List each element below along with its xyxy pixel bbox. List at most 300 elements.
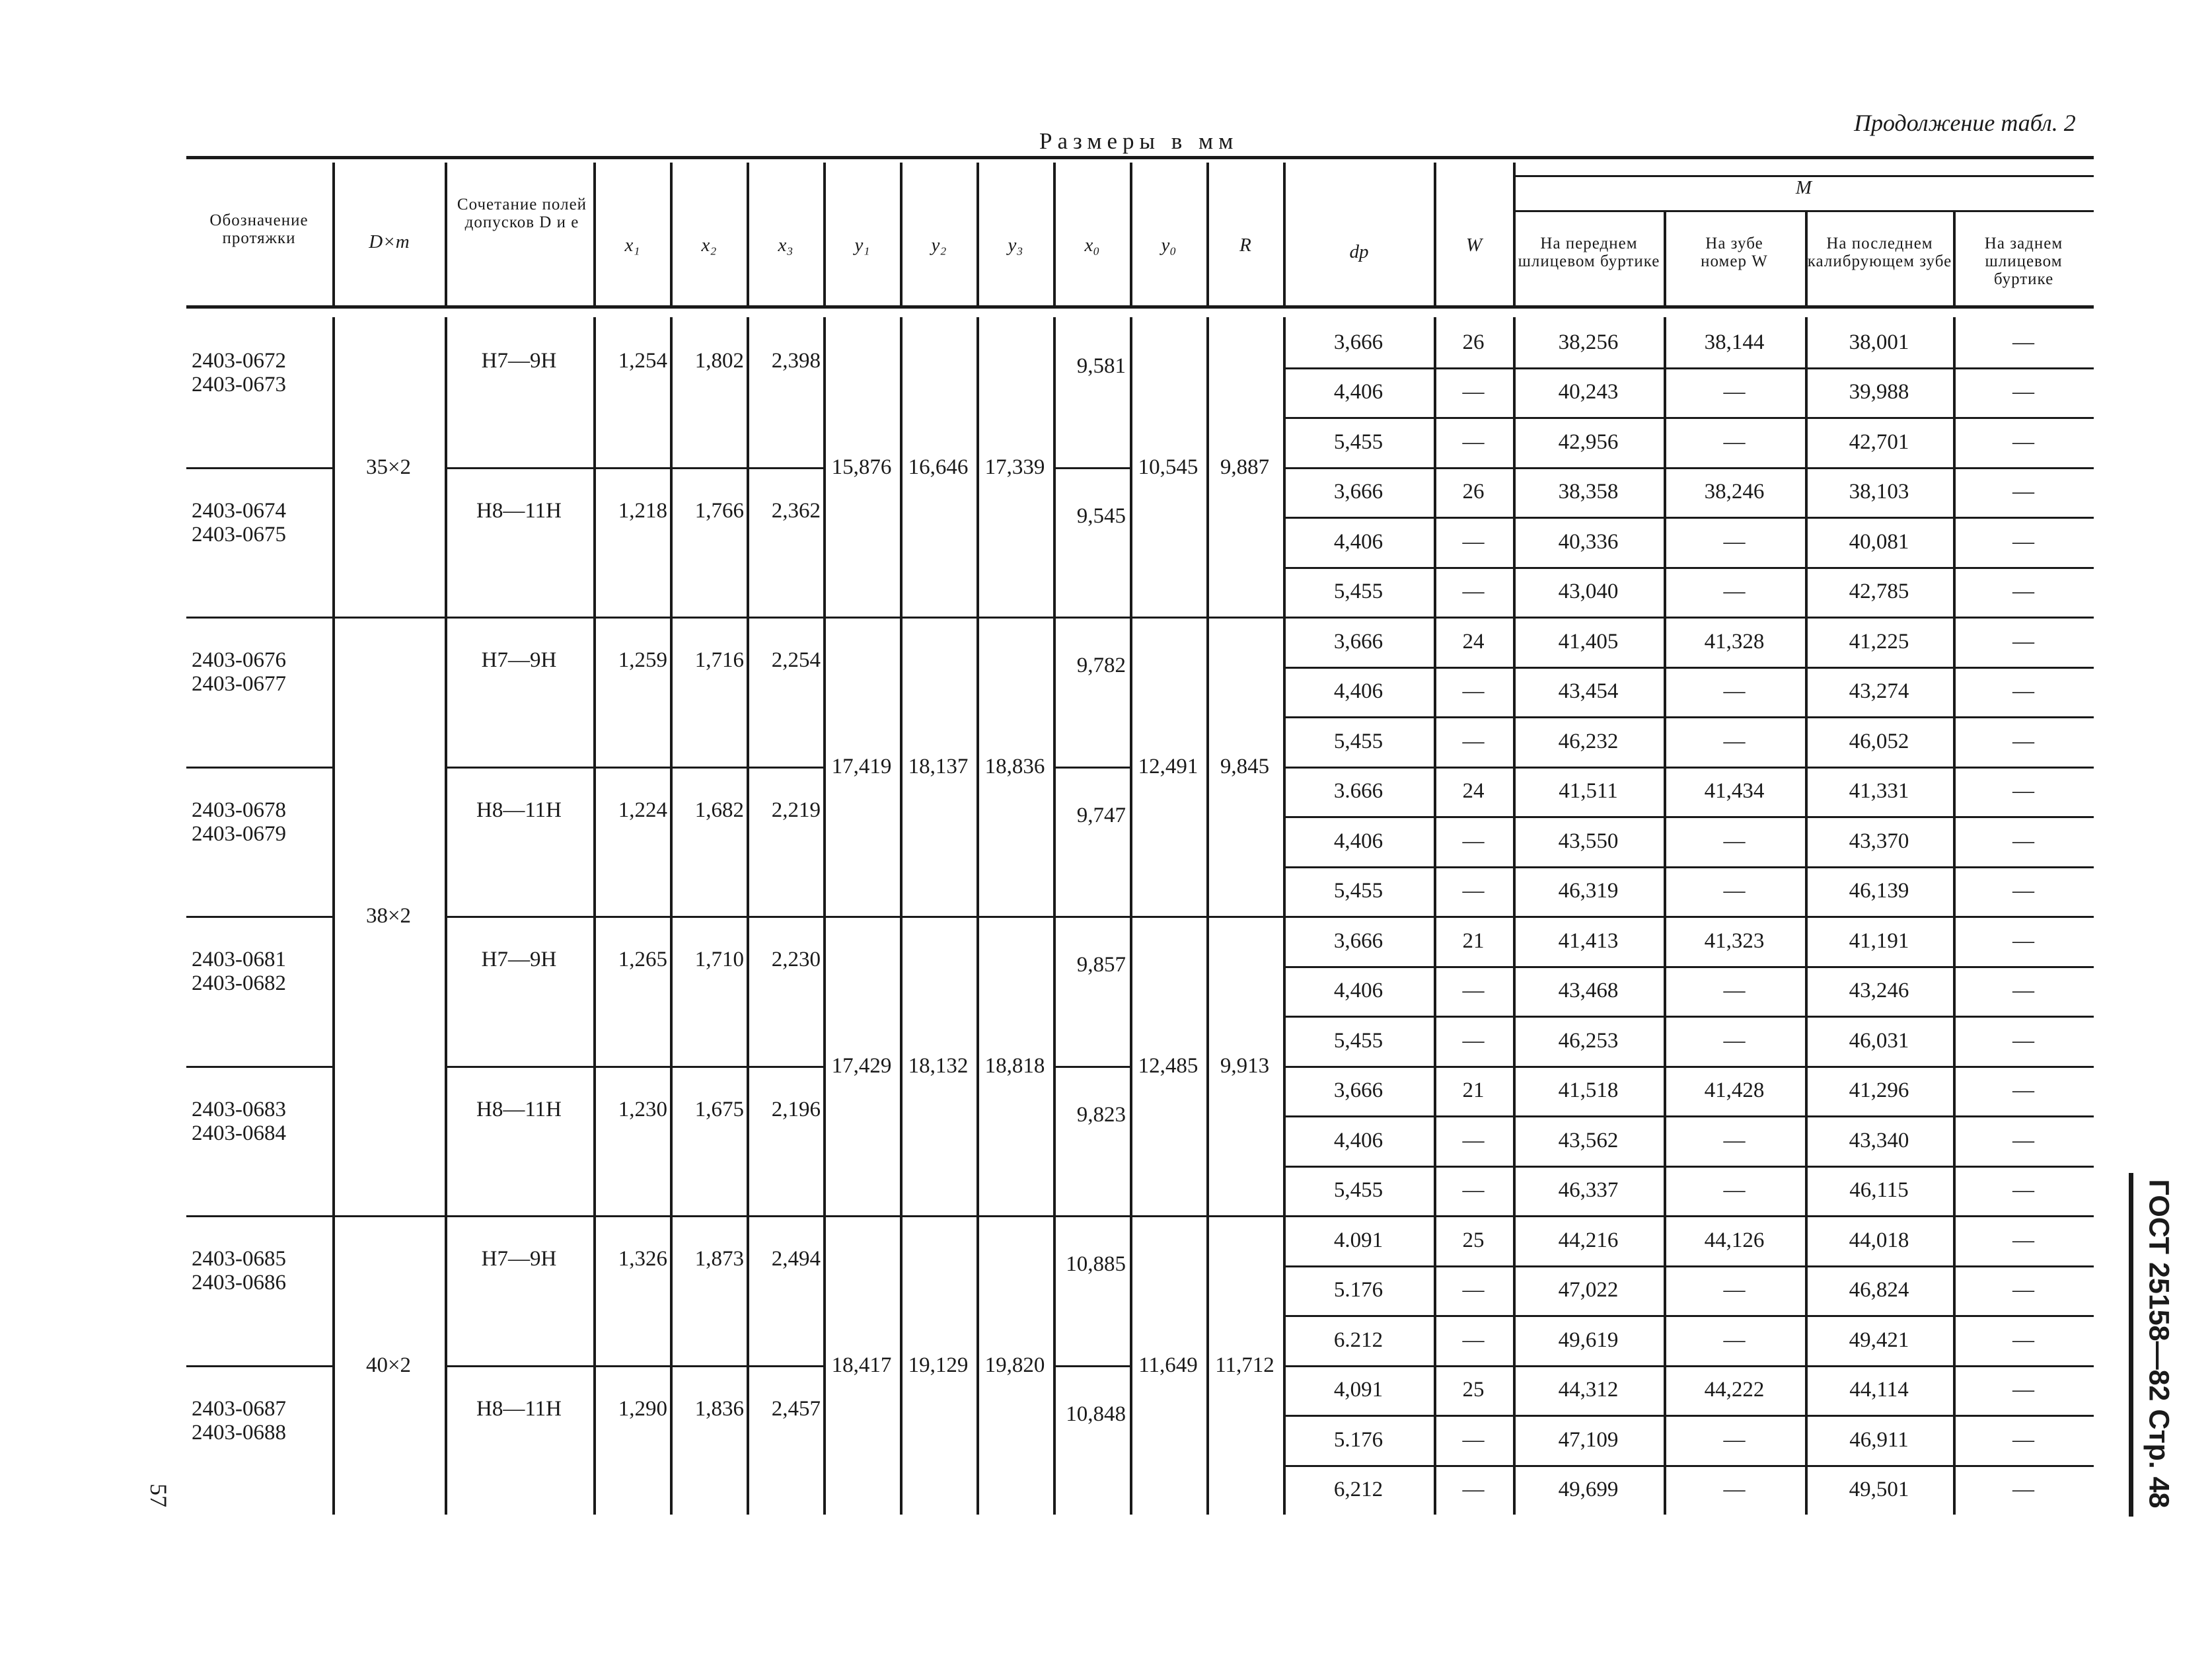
cell-m-last: 46,911 xyxy=(1849,1427,1909,1452)
cell-m-tooth: — xyxy=(1723,529,1746,554)
cell-y2: 18,137 xyxy=(908,754,969,778)
cell-x3: 2,398 xyxy=(771,349,821,373)
cell-y1: 17,429 xyxy=(831,1053,892,1078)
row-rule xyxy=(1283,866,2094,868)
group-rule xyxy=(823,1215,1053,1217)
cell-y0: 12,485 xyxy=(1138,1053,1198,1078)
m-subheader-rule xyxy=(1513,210,2094,212)
header-dxm: D×m xyxy=(369,231,410,252)
cell-m-back: — xyxy=(2012,779,2034,804)
cell-dp: 3,666 xyxy=(1333,480,1383,504)
group-rule xyxy=(823,916,1053,918)
broach-rule xyxy=(445,467,823,469)
cell-m-tooth: — xyxy=(1723,1278,1746,1302)
cell-m-tooth: — xyxy=(1723,1328,1746,1352)
cell-y0: 11,649 xyxy=(1138,1353,1198,1377)
cell-m-last: 41,296 xyxy=(1849,1078,1909,1103)
cell-m-back: — xyxy=(2012,480,2034,504)
cell-x3: 2,196 xyxy=(771,1097,821,1121)
header-divider xyxy=(1130,163,1132,305)
row-rule xyxy=(1283,1115,2094,1117)
row-rule xyxy=(1283,467,2094,469)
row-rule xyxy=(1283,667,2094,669)
cell-y0: 12,491 xyxy=(1138,754,1198,778)
cell-m-back: — xyxy=(2012,1278,2034,1302)
header-divider xyxy=(593,163,596,305)
cell-m-front: 40,336 xyxy=(1558,529,1619,554)
table-top-rule xyxy=(186,156,2094,159)
designation: 2403-0676 xyxy=(192,648,286,672)
cell-x2: 1,766 xyxy=(694,498,744,523)
cell-x1: 1,265 xyxy=(618,948,667,971)
row-rule xyxy=(1283,916,2094,918)
cell-x3: 2,494 xyxy=(771,1247,821,1271)
cell-x3: 2,230 xyxy=(771,948,821,971)
row-rule xyxy=(1283,716,2094,718)
cell-m-last: 49,421 xyxy=(1849,1328,1909,1352)
cell-y3: 18,818 xyxy=(984,1053,1045,1078)
cell-m-front: 44,216 xyxy=(1558,1228,1619,1252)
row-rule xyxy=(1283,1465,2094,1467)
cell-y3: 18,836 xyxy=(984,754,1045,778)
broach-rule xyxy=(445,617,823,619)
cell-w: 26 xyxy=(1462,330,1485,354)
cell-m-front: 43,562 xyxy=(1558,1128,1619,1152)
tolerance: H8—11H xyxy=(476,498,562,523)
row-rule xyxy=(1283,617,2094,619)
designation: 2403-0682 xyxy=(192,971,286,995)
row-rule xyxy=(1283,1315,2094,1317)
designation: 2403-0679 xyxy=(192,821,286,846)
cell-m-tooth: 44,126 xyxy=(1704,1228,1765,1252)
cell-dp: 5,455 xyxy=(1333,1028,1383,1053)
broach-rule xyxy=(1053,767,1130,769)
cell-w: 24 xyxy=(1462,629,1485,654)
cell-m-front: 49,699 xyxy=(1558,1478,1619,1502)
cell-m-last: 42,701 xyxy=(1849,430,1909,454)
cell-w: 21 xyxy=(1462,928,1485,953)
designation: 2403-0686 xyxy=(192,1271,286,1295)
cell-y2: 16,646 xyxy=(908,455,969,479)
cell-x0: 9,581 xyxy=(1076,354,1126,378)
row-rule xyxy=(1283,517,2094,519)
cell-x1: 1,290 xyxy=(618,1396,667,1421)
cell-m-back: — xyxy=(2012,928,2034,953)
cell-w: — xyxy=(1462,580,1485,604)
cell-y1: 18,417 xyxy=(831,1353,892,1377)
tolerance: H7—9H xyxy=(481,349,557,373)
cell-w: — xyxy=(1462,380,1485,404)
cell-dp: 4,406 xyxy=(1333,829,1383,853)
header-divider xyxy=(1053,163,1056,305)
cell-r: 11,712 xyxy=(1215,1353,1274,1377)
cell-x2: 1,873 xyxy=(694,1247,744,1271)
sidebar-rule xyxy=(2129,1173,2133,1517)
header-m-back: На заднем шлицевом буртике xyxy=(1984,235,2063,288)
broach-rule xyxy=(445,1365,823,1367)
cell-x1: 1,259 xyxy=(618,648,667,672)
cell-dp: 3,666 xyxy=(1333,1078,1383,1103)
cell-w: — xyxy=(1462,979,1485,1003)
cell-m-front: 43,040 xyxy=(1558,580,1619,604)
tolerance: H8—11H xyxy=(476,1396,562,1421)
cell-w: — xyxy=(1462,1427,1485,1452)
broach-rule xyxy=(1053,916,1130,918)
group-rule xyxy=(1130,916,1283,918)
cell-m-front: 42,956 xyxy=(1558,430,1619,454)
row-rule xyxy=(1283,567,2094,569)
cell-m-tooth: — xyxy=(1723,430,1746,454)
cell-m-last: 41,331 xyxy=(1849,779,1909,804)
cell-m-back: — xyxy=(2012,729,2034,753)
cell-m-tooth: — xyxy=(1723,829,1746,853)
cell-dp: 5.176 xyxy=(1333,1427,1383,1452)
cell-w: — xyxy=(1462,729,1485,753)
cell-m-back: — xyxy=(2012,1178,2034,1203)
cell-dp: 3,666 xyxy=(1333,629,1383,654)
designation: 2403-0687 xyxy=(192,1396,286,1421)
cell-w: — xyxy=(1462,1328,1485,1352)
cell-w: 26 xyxy=(1462,480,1485,504)
cell-dp: 4,406 xyxy=(1333,1128,1383,1152)
cell-w: — xyxy=(1462,1028,1485,1053)
cell-m-back: — xyxy=(2012,529,2034,554)
cell-dp: 4,406 xyxy=(1333,380,1383,404)
cell-w: — xyxy=(1462,879,1485,903)
cell-m-back: — xyxy=(2012,1478,2034,1502)
cell-m-back: — xyxy=(2012,879,2034,903)
cell-m-tooth: — xyxy=(1723,1178,1746,1203)
broach-rule xyxy=(445,1066,823,1068)
cell-dp: 4,406 xyxy=(1333,679,1383,704)
row-rule xyxy=(1283,1415,2094,1417)
cell-m-back: — xyxy=(2012,679,2034,704)
tolerance: H8—11H xyxy=(476,1097,562,1121)
header-y0: y₀ xyxy=(1161,235,1177,256)
designation: 2403-0677 xyxy=(192,672,286,696)
cell-w: — xyxy=(1462,1178,1485,1203)
cell-m-front: 43,550 xyxy=(1558,829,1619,853)
cell-m-last: 39,988 xyxy=(1849,380,1909,404)
broach-rule xyxy=(186,617,332,619)
cell-m-front: 46,253 xyxy=(1558,1028,1619,1053)
cell-r: 9,845 xyxy=(1220,754,1270,778)
header-x0: x₀ xyxy=(1084,235,1100,256)
cell-m-front: 38,256 xyxy=(1558,330,1619,354)
gost-page-label: ГОСТ 25158—82 Стр. 48 xyxy=(2143,1179,2175,1508)
cell-x0: 9,782 xyxy=(1076,654,1126,677)
cell-dp: 4,091 xyxy=(1333,1378,1383,1402)
cell-m-tooth: — xyxy=(1723,380,1746,404)
cell-m-last: 43,340 xyxy=(1849,1128,1909,1152)
row-rule xyxy=(1283,417,2094,419)
row-rule xyxy=(1283,1166,2094,1168)
cell-m-front: 46,337 xyxy=(1558,1178,1619,1203)
cell-m-front: 43,454 xyxy=(1558,679,1619,704)
cell-x3: 2,254 xyxy=(771,648,821,672)
designation: 2403-0685 xyxy=(192,1247,286,1271)
broach-rule xyxy=(186,1365,332,1367)
cell-x2: 1,710 xyxy=(694,948,744,971)
header-divider xyxy=(1664,210,1666,305)
cell-m-tooth: — xyxy=(1723,580,1746,604)
header-m: M xyxy=(1795,177,1812,198)
cell-x2: 1,716 xyxy=(694,648,744,672)
broach-rule xyxy=(186,1066,332,1068)
cell-m-last: 46,052 xyxy=(1849,729,1909,753)
header-x3: x₃ xyxy=(778,235,793,256)
cell-m-last: 46,031 xyxy=(1849,1028,1909,1053)
cell-x0: 10,848 xyxy=(1066,1402,1126,1426)
cell-m-front: 49,619 xyxy=(1558,1328,1619,1352)
cell-m-front: 46,319 xyxy=(1558,879,1619,903)
cell-m-back: — xyxy=(2012,1328,2034,1352)
cell-w: 24 xyxy=(1462,779,1485,804)
header-divider xyxy=(823,163,826,305)
cell-dp: 4,406 xyxy=(1333,979,1383,1003)
cell-dp: 5,455 xyxy=(1333,580,1383,604)
group-rule xyxy=(332,1215,445,1217)
cell-y1: 15,876 xyxy=(831,455,892,479)
cell-w: — xyxy=(1462,679,1485,704)
header-divider xyxy=(900,163,903,305)
row-rule xyxy=(1283,767,2094,769)
cell-dp: 4,406 xyxy=(1333,529,1383,554)
cell-w: 21 xyxy=(1462,1078,1485,1103)
cell-w: 25 xyxy=(1462,1378,1485,1402)
row-rule xyxy=(1283,966,2094,968)
cell-m-last: 41,191 xyxy=(1849,928,1909,953)
cell-m-front: 41,518 xyxy=(1558,1078,1619,1103)
cell-m-last: 41,225 xyxy=(1849,629,1909,654)
header-y3: y₃ xyxy=(1008,235,1023,256)
cell-w: — xyxy=(1462,1278,1485,1302)
header-x1: x₁ xyxy=(624,235,640,256)
column-divider xyxy=(332,317,335,1515)
broach-rule xyxy=(186,1215,332,1217)
cell-dp: 5,455 xyxy=(1333,1178,1383,1203)
size-dxm: 35×2 xyxy=(365,455,412,479)
cell-x2: 1,675 xyxy=(694,1097,744,1121)
broach-rule xyxy=(445,916,823,918)
cell-m-tooth: 41,328 xyxy=(1704,629,1765,654)
header-divider xyxy=(977,163,979,305)
cell-x0: 10,885 xyxy=(1066,1252,1126,1276)
designation: 2403-0683 xyxy=(192,1097,286,1121)
cell-m-last: 38,103 xyxy=(1849,480,1909,504)
group-rule xyxy=(1130,1215,1283,1217)
cell-dp: 3,666 xyxy=(1333,928,1383,953)
header-tolerance: Сочетание полей допусков D и e xyxy=(457,196,587,231)
cell-y2: 18,132 xyxy=(908,1053,969,1078)
header-y1: y₁ xyxy=(854,235,870,256)
cell-dp: 4.091 xyxy=(1333,1228,1383,1252)
cell-m-front: 44,312 xyxy=(1558,1378,1619,1402)
cell-m-last: 40,081 xyxy=(1849,529,1909,554)
group-rule xyxy=(332,617,445,619)
cell-w: — xyxy=(1462,430,1485,454)
cell-x1: 1,224 xyxy=(618,798,667,822)
designation: 2403-0684 xyxy=(192,1121,286,1145)
group-rule xyxy=(1130,617,1283,619)
cell-r: 9,887 xyxy=(1220,455,1270,479)
cell-y1: 17,419 xyxy=(831,754,892,778)
cell-x3: 2,457 xyxy=(771,1396,821,1421)
header-divider xyxy=(747,163,749,305)
broach-rule xyxy=(445,767,823,769)
tolerance: H7—9H xyxy=(481,648,557,672)
header-m-last: На последнем калибрующем зубе xyxy=(1807,235,1952,270)
cell-r: 9,913 xyxy=(1220,1053,1270,1078)
cell-m-front: 38,358 xyxy=(1558,480,1619,504)
tolerance: H7—9H xyxy=(481,1247,557,1271)
broach-rule xyxy=(1053,1365,1130,1367)
header-w: W xyxy=(1465,235,1483,256)
cell-m-back: — xyxy=(2012,1378,2034,1402)
gost-sidebar xyxy=(2135,1168,2182,1519)
row-rule xyxy=(1283,1066,2094,1068)
broach-rule xyxy=(1053,467,1130,469)
cell-m-back: — xyxy=(2012,1128,2034,1152)
cell-m-last: 44,018 xyxy=(1849,1228,1909,1252)
broach-rule xyxy=(1053,1215,1130,1217)
cell-dp: 5,455 xyxy=(1333,729,1383,753)
cell-m-back: — xyxy=(2012,829,2034,853)
cell-x3: 2,219 xyxy=(771,798,821,822)
header-divider xyxy=(670,163,673,305)
cell-x2: 1,802 xyxy=(694,349,744,373)
broach-rule xyxy=(445,1215,823,1217)
cell-y3: 17,339 xyxy=(984,455,1045,479)
side-page-number: 57 xyxy=(145,1484,172,1507)
header-r: R xyxy=(1239,235,1251,256)
cell-m-tooth: — xyxy=(1723,979,1746,1003)
continuation-label: Продолжение табл. 2 xyxy=(1854,110,2076,136)
cell-m-last: 46,824 xyxy=(1849,1278,1909,1302)
cell-x0: 9,857 xyxy=(1076,953,1126,977)
header-bottom-rule xyxy=(186,305,2094,309)
row-rule xyxy=(1283,816,2094,818)
cell-dp: 5.176 xyxy=(1333,1278,1383,1302)
cell-m-last: 49,501 xyxy=(1849,1478,1909,1502)
cell-m-tooth: 41,434 xyxy=(1704,779,1765,804)
cell-m-last: 46,139 xyxy=(1849,879,1909,903)
cell-m-back: — xyxy=(2012,1028,2034,1053)
cell-dp: 3.666 xyxy=(1333,779,1383,804)
cell-w: — xyxy=(1462,529,1485,554)
header-divider xyxy=(445,163,447,305)
cell-m-tooth: — xyxy=(1723,1478,1746,1502)
cell-m-last: 43,274 xyxy=(1849,679,1909,704)
cell-x0: 9,823 xyxy=(1076,1102,1126,1127)
header-divider xyxy=(1206,163,1209,305)
header-m-front: На переднем шлицевом буртике xyxy=(1518,235,1660,270)
cell-m-back: — xyxy=(2012,1228,2034,1252)
cell-m-tooth: 38,246 xyxy=(1704,480,1765,504)
tolerance: H8—11H xyxy=(476,798,562,822)
cell-m-tooth: — xyxy=(1723,1427,1746,1452)
row-rule xyxy=(1283,1016,2094,1018)
cell-m-front: 47,022 xyxy=(1558,1278,1619,1302)
header-x2: x₂ xyxy=(701,235,717,256)
cell-x0: 9,747 xyxy=(1076,803,1126,827)
cell-w: 25 xyxy=(1462,1228,1485,1252)
header-dp: dp xyxy=(1349,241,1369,262)
cell-m-front: 46,232 xyxy=(1558,729,1619,753)
cell-m-tooth: — xyxy=(1723,1128,1746,1152)
header-divider xyxy=(1283,163,1286,305)
cell-m-front: 43,468 xyxy=(1558,979,1619,1003)
row-rule xyxy=(1283,1265,2094,1267)
cell-w: — xyxy=(1462,1128,1485,1152)
cell-m-back: — xyxy=(2012,330,2034,354)
cell-w: — xyxy=(1462,829,1485,853)
cell-dp: 6.212 xyxy=(1333,1328,1383,1352)
cell-x1: 1,254 xyxy=(618,349,667,373)
cell-x1: 1,218 xyxy=(618,498,667,523)
cell-m-last: 43,370 xyxy=(1849,829,1909,853)
cell-m-tooth: — xyxy=(1723,729,1746,753)
group-rule xyxy=(823,617,1053,619)
cell-m-tooth: — xyxy=(1723,679,1746,704)
row-rule xyxy=(1283,1215,2094,1217)
designation: 2403-0674 xyxy=(192,498,286,523)
designation: 2403-0672 xyxy=(192,349,286,373)
designation: 2403-0681 xyxy=(192,948,286,971)
cell-m-tooth: 38,144 xyxy=(1704,330,1765,354)
header-designation: Обозначение протяжки xyxy=(209,211,309,247)
cell-x3: 2,362 xyxy=(771,498,821,523)
cell-m-back: — xyxy=(2012,1427,2034,1452)
cell-m-front: 41,405 xyxy=(1558,629,1619,654)
cell-m-last: 43,246 xyxy=(1849,979,1909,1003)
cell-m-last: 42,785 xyxy=(1849,580,1909,604)
header-divider xyxy=(1434,163,1436,305)
cell-y2: 19,129 xyxy=(908,1353,969,1377)
cell-m-front: 47,109 xyxy=(1558,1427,1619,1452)
broach-rule xyxy=(186,467,332,469)
cell-m-last: 46,115 xyxy=(1849,1178,1909,1203)
broach-rule xyxy=(1053,617,1130,619)
cell-w: — xyxy=(1462,1478,1485,1502)
cell-x2: 1,682 xyxy=(694,798,744,822)
cell-m-back: — xyxy=(2012,1078,2034,1103)
row-rule xyxy=(1283,367,2094,369)
cell-x1: 1,326 xyxy=(618,1247,667,1271)
cell-x0: 9,545 xyxy=(1076,504,1126,528)
cell-m-tooth: 44,222 xyxy=(1704,1378,1765,1402)
designation: 2403-0688 xyxy=(192,1420,286,1445)
size-dxm: 38×2 xyxy=(365,904,412,928)
cell-m-front: 41,511 xyxy=(1559,779,1618,804)
cell-m-front: 40,243 xyxy=(1558,380,1619,404)
cell-m-tooth: — xyxy=(1723,879,1746,903)
cell-m-front: 41,413 xyxy=(1558,928,1619,953)
header-y2: y₂ xyxy=(931,235,947,256)
cell-y0: 10,545 xyxy=(1138,455,1198,479)
cell-x1: 1,230 xyxy=(618,1097,667,1121)
cell-m-back: — xyxy=(2012,580,2034,604)
row-rule xyxy=(1283,1365,2094,1367)
cell-dp: 3,666 xyxy=(1333,330,1383,354)
cell-m-tooth: 41,428 xyxy=(1704,1078,1765,1103)
cell-m-last: 38,001 xyxy=(1849,330,1909,354)
cell-m-back: — xyxy=(2012,380,2034,404)
cell-m-tooth: — xyxy=(1723,1028,1746,1053)
cell-y3: 19,820 xyxy=(984,1353,1045,1377)
cell-m-back: — xyxy=(2012,979,2034,1003)
cell-dp: 6,212 xyxy=(1333,1478,1383,1502)
